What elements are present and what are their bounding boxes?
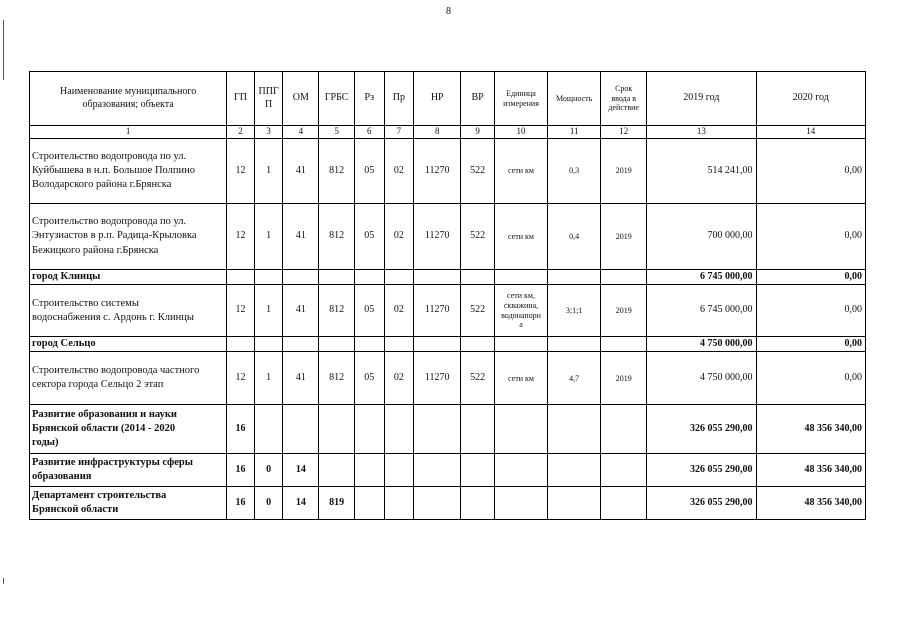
om-cell: 41 — [283, 139, 319, 204]
vr-cell — [461, 405, 495, 454]
scan-edge-mark — [3, 20, 4, 80]
index-cell: 8 — [414, 126, 461, 139]
om-cell — [283, 337, 319, 352]
unit-cell: сети км — [494, 352, 547, 405]
unit-cell: сети км — [494, 204, 547, 270]
term-cell — [601, 405, 647, 454]
header-2019: 2019 год — [647, 72, 756, 126]
object-name-cell: Строительство водопровода частного сектора города Сельцо 2 этап — [30, 352, 227, 405]
index-cell: 11 — [548, 126, 601, 139]
rz-cell: 05 — [354, 352, 384, 405]
gp-cell: 12 — [227, 204, 255, 270]
power-cell — [548, 454, 601, 487]
term-cell — [601, 270, 647, 285]
power-cell: 3;1;1 — [548, 285, 601, 337]
gp-cell: 12 — [227, 352, 255, 405]
ppgp-cell — [254, 337, 283, 352]
vr-cell — [461, 454, 495, 487]
term-cell — [601, 454, 647, 487]
object-name-cell: Развитие образования и науки Брянской области (2014 - 2020 годы) — [30, 405, 227, 454]
amount-2020-cell: 0,00 — [756, 352, 865, 405]
index-cell: 1 — [30, 126, 227, 139]
page-number: 8 — [446, 6, 451, 17]
pr-cell: 02 — [384, 352, 414, 405]
index-cell: 3 — [254, 126, 283, 139]
nr-cell — [414, 337, 461, 352]
gp-cell: 16 — [227, 487, 255, 520]
object-name-cell: Строительство системы водоснабжения с. Ардонь г. Клинцы — [30, 285, 227, 337]
amount-2019-cell: 4 750 000,00 — [647, 352, 756, 405]
index-cell: 4 — [283, 126, 319, 139]
index-cell: 14 — [756, 126, 865, 139]
term-cell: 2019 — [601, 352, 647, 405]
power-cell: 4,7 — [548, 352, 601, 405]
grbs-cell — [319, 337, 355, 352]
index-cell: 2 — [227, 126, 255, 139]
amount-2019-cell: 326 055 290,00 — [647, 405, 756, 454]
grbs-cell: 812 — [319, 139, 355, 204]
rz-cell: 05 — [354, 139, 384, 204]
unit-cell: сети км — [494, 139, 547, 204]
vr-cell: 522 — [461, 285, 495, 337]
header-row — [30, 72, 866, 126]
rz-cell — [354, 487, 384, 520]
ppgp-cell: 1 — [254, 285, 283, 337]
rz-cell — [354, 270, 384, 285]
vr-cell: 522 — [461, 204, 495, 270]
vr-cell — [461, 270, 495, 285]
nr-cell — [414, 487, 461, 520]
grbs-cell: 819 — [319, 487, 355, 520]
amount-2019-cell: 6 745 000,00 — [647, 270, 756, 285]
header-vr: ВР — [461, 72, 495, 126]
rz-cell — [354, 337, 384, 352]
header-gp: ГП — [227, 72, 255, 126]
rz-cell — [354, 405, 384, 454]
term-cell — [601, 337, 647, 352]
grbs-cell — [319, 454, 355, 487]
object-name-cell: Строительство водопровода по ул. Куйбышева в н.п. Большое Полпино Володарского района г.Брянска — [30, 139, 227, 204]
budget-table — [29, 71, 866, 520]
amount-2020-cell: 0,00 — [756, 139, 865, 204]
header-2020: 2020 год — [756, 72, 865, 126]
vr-cell — [461, 487, 495, 520]
amount-2020-cell: 48 356 340,00 — [756, 487, 865, 520]
header-pr: Пр — [384, 72, 414, 126]
unit-cell — [494, 487, 547, 520]
term-cell: 2019 — [601, 285, 647, 337]
index-cell: 9 — [461, 126, 495, 139]
table-row — [30, 204, 866, 270]
term-cell: 2019 — [601, 204, 647, 270]
amount-2020-cell: 0,00 — [756, 204, 865, 270]
power-cell — [548, 270, 601, 285]
term-cell — [601, 487, 647, 520]
nr-cell: 11270 — [414, 352, 461, 405]
header-term: Срок ввода в действие — [601, 72, 647, 126]
object-name-cell: город Клинцы — [30, 270, 227, 285]
table-body — [30, 139, 866, 520]
nr-cell: 11270 — [414, 285, 461, 337]
power-cell: 0,3 — [548, 139, 601, 204]
object-name-cell: Департамент строительства Брянской области — [30, 487, 227, 520]
table-row — [30, 352, 866, 405]
om-cell: 41 — [283, 285, 319, 337]
power-cell — [548, 337, 601, 352]
amount-2019-cell: 700 000,00 — [647, 204, 756, 270]
amount-2020-cell: 48 356 340,00 — [756, 454, 865, 487]
vr-cell — [461, 337, 495, 352]
nr-cell: 11270 — [414, 204, 461, 270]
gp-cell: 16 — [227, 405, 255, 454]
table-row — [30, 337, 866, 352]
object-name-cell: Развитие инфраструктуры сферы образования — [30, 454, 227, 487]
index-cell: 10 — [494, 126, 547, 139]
header-om: ОМ — [283, 72, 319, 126]
pr-cell: 02 — [384, 139, 414, 204]
pr-cell — [384, 337, 414, 352]
vr-cell: 522 — [461, 352, 495, 405]
table-row — [30, 454, 866, 487]
ppgp-cell: 1 — [254, 204, 283, 270]
rz-cell — [354, 454, 384, 487]
ppgp-cell — [254, 270, 283, 285]
index-cell: 13 — [647, 126, 756, 139]
ppgp-cell: 1 — [254, 352, 283, 405]
object-name-cell: город Сельцо — [30, 337, 227, 352]
index-cell: 7 — [384, 126, 414, 139]
power-cell — [548, 405, 601, 454]
om-cell — [283, 270, 319, 285]
amount-2019-cell: 514 241,00 — [647, 139, 756, 204]
amount-2019-cell: 4 750 000,00 — [647, 337, 756, 352]
grbs-cell: 812 — [319, 352, 355, 405]
grbs-cell: 812 — [319, 204, 355, 270]
index-cell: 6 — [354, 126, 384, 139]
pr-cell — [384, 405, 414, 454]
column-index-row — [30, 126, 866, 139]
term-cell: 2019 — [601, 139, 647, 204]
nr-cell — [414, 454, 461, 487]
om-cell: 14 — [283, 454, 319, 487]
ppgp-cell — [254, 405, 283, 454]
pr-cell — [384, 487, 414, 520]
gp-cell: 12 — [227, 285, 255, 337]
unit-cell — [494, 270, 547, 285]
table-row — [30, 285, 866, 337]
ppgp-cell: 1 — [254, 139, 283, 204]
object-name-cell: Строительство водопровода по ул. Энтузиастов в р.п. Радица-Крыловка Бежицкого района г.Брянска — [30, 204, 227, 270]
index-cell: 12 — [601, 126, 647, 139]
header-nr: НР — [414, 72, 461, 126]
om-cell: 41 — [283, 204, 319, 270]
amount-2019-cell: 6 745 000,00 — [647, 285, 756, 337]
ppgp-cell: 0 — [254, 487, 283, 520]
amount-2019-cell: 326 055 290,00 — [647, 454, 756, 487]
rz-cell: 05 — [354, 285, 384, 337]
gp-cell — [227, 270, 255, 285]
rz-cell: 05 — [354, 204, 384, 270]
unit-cell — [494, 337, 547, 352]
om-cell: 41 — [283, 352, 319, 405]
unit-cell: сети км, скважина, водонапорн а — [494, 285, 547, 337]
nr-cell — [414, 270, 461, 285]
table-row — [30, 405, 866, 454]
header-name: Наименование муниципального образования; объекта — [30, 72, 227, 126]
header-power: Мощность — [548, 72, 601, 126]
gp-cell — [227, 337, 255, 352]
power-cell: 0,4 — [548, 204, 601, 270]
table-row — [30, 139, 866, 204]
unit-cell — [494, 454, 547, 487]
header-ppgp: ППГ П — [254, 72, 283, 126]
gp-cell: 16 — [227, 454, 255, 487]
om-cell — [283, 405, 319, 454]
ppgp-cell: 0 — [254, 454, 283, 487]
scan-edge-tick — [3, 578, 4, 584]
amount-2020-cell: 0,00 — [756, 285, 865, 337]
nr-cell — [414, 405, 461, 454]
table-row — [30, 487, 866, 520]
pr-cell — [384, 270, 414, 285]
grbs-cell: 812 — [319, 285, 355, 337]
header-grbs: ГРБС — [319, 72, 355, 126]
amount-2020-cell: 0,00 — [756, 270, 865, 285]
pr-cell: 02 — [384, 204, 414, 270]
power-cell — [548, 487, 601, 520]
nr-cell: 11270 — [414, 139, 461, 204]
header-unit: Единица измерения — [494, 72, 547, 126]
table-row — [30, 270, 866, 285]
pr-cell: 02 — [384, 285, 414, 337]
amount-2020-cell: 48 356 340,00 — [756, 405, 865, 454]
index-cell: 5 — [319, 126, 355, 139]
unit-cell — [494, 405, 547, 454]
grbs-cell — [319, 405, 355, 454]
vr-cell: 522 — [461, 139, 495, 204]
grbs-cell — [319, 270, 355, 285]
om-cell: 14 — [283, 487, 319, 520]
amount-2020-cell: 0,00 — [756, 337, 865, 352]
pr-cell — [384, 454, 414, 487]
amount-2019-cell: 326 055 290,00 — [647, 487, 756, 520]
header-rz: Рз — [354, 72, 384, 126]
gp-cell: 12 — [227, 139, 255, 204]
